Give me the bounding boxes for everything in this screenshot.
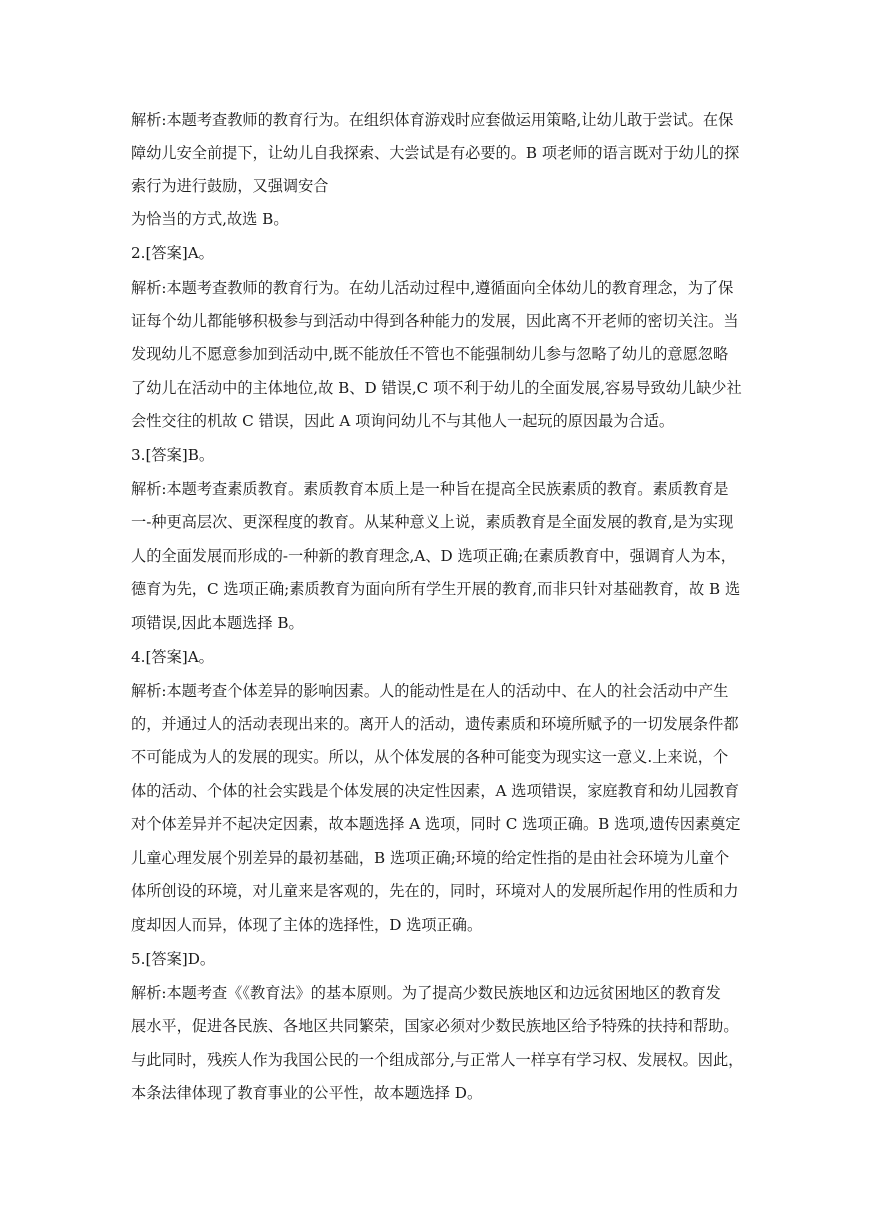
paragraph-line: 解析:本题考查教师的教育行为。在组织体育游戏时应套做运用策略,让幼儿敢于尝试。在保 — [131, 111, 734, 129]
paragraph-line: 德育为先，C 选项正确;素质教育为面向所有学生开展的教育,而非只针对基础教育，故 B 选 — [131, 580, 741, 598]
paragraph-line: 解析:本题考查教师的教育行为。在幼儿活动过程中,遵循面向全体幼儿的教育理念，为了保 — [131, 279, 734, 297]
paragraph-line: 儿童心理发展个别差异的最初基础，B 选项正确;环境的给定性指的是由社会环境为儿童个 — [131, 849, 730, 867]
paragraph-line: 体所创设的环境，对儿童来是客观的，先在的，同时，环境对人的发展所起作用的性质和力 — [131, 882, 739, 900]
paragraph-line: 本条法律体现了教育事业的公平性，故本题选择 D。 — [131, 1084, 483, 1102]
paragraph-line: 解析:本题考查个体差异的影响因素。人的能动性是在人的活动中、在人的社会活动中产生 — [131, 682, 729, 700]
paragraph-line: 了幼儿在活动中的主体地位,故 B、D 错误,C 项不利于幼儿的全面发展,容易导致幼儿缺少社 — [131, 379, 742, 397]
paragraph-line: 索行为进行鼓励，又强调安合 — [131, 177, 329, 195]
paragraph-line: 对个体差异并不起决定因素，故本题选择 A 选项，同时 C 选项正确。B 选项,遗传因素奠定 — [131, 815, 741, 833]
paragraph-line: 的，并通过人的活动表现出来的。离开人的活动，遗传素质和环境所赋予的一切发展条件都 — [131, 715, 739, 733]
paragraph-line: 项错误,因此本题选择 B。 — [131, 614, 304, 632]
paragraph-line: 障幼儿安全前提下，让幼儿自我探索、大尝试是有必要的。B 项老师的语言既对于幼儿的探 — [131, 144, 740, 162]
answer-heading: 5.[答案]D。 — [131, 950, 216, 968]
paragraph-line: 人的全面发展而形成的-一种新的教育理念,A、D 选项正确;在素质教育中，强调育人为本， — [131, 547, 736, 565]
paragraph-line: 一-种更高层次、更深程度的教育。从某种意义上说，素质教育是全面发展的教育,是为实现 — [131, 513, 734, 531]
paragraph-line: 为恰当的方式,故选 B。 — [131, 210, 289, 228]
answer-heading: 4.[答案]A。 — [131, 648, 214, 666]
paragraph-line: 会性交往的机故 C 错误，因此 A 项询问幼儿不与其他人一起玩的原因最为合适。 — [131, 412, 675, 430]
answer-heading: 2.[答案]A。 — [131, 244, 214, 262]
paragraph-line: 不可能成为人的发展的现实。所以，从个体发展的各种可能变为现实这一意义.上来说，个 — [131, 748, 729, 766]
paragraph-line: 展水平，促进各民族、各地区共同繁荣，国家必须对少数民族地区给予特殊的扶持和帮助。 — [131, 1017, 739, 1035]
paragraph-line: 体的活动、个体的社会实践是个体发展的决定性因素，A 选项错误，家庭教育和幼儿园教育 — [131, 782, 740, 800]
answer-heading: 3.[答案]B。 — [131, 446, 215, 464]
paragraph-line: 证每个幼儿都能够积极参与到活动中得到各种能力的发展，因此离不开老师的密切关注。当 — [131, 312, 739, 330]
paragraph-line: 与此同时，残疾人作为我国公民的一个组成部分,与正常人一样享有学习权、发展权。因此， — [131, 1051, 743, 1069]
paragraph-line: 解析:本题考查《《教育法》的基本原则。为了提高少数民族地区和边远贫困地区的教育发 — [131, 984, 721, 1002]
paragraph-line: 度却因人而异，体现了主体的选择性，D 选项正确。 — [131, 916, 483, 934]
paragraph-line: 发现幼儿不愿意参加到活动中,既不能放任不管也不能强制幼儿参与忽略了幼儿的意愿忽略 — [131, 345, 729, 363]
paragraph-line: 解析:本题考查素质教育。素质教育本质上是一种旨在提高全民族素质的教育。素质教育是 — [131, 480, 729, 498]
